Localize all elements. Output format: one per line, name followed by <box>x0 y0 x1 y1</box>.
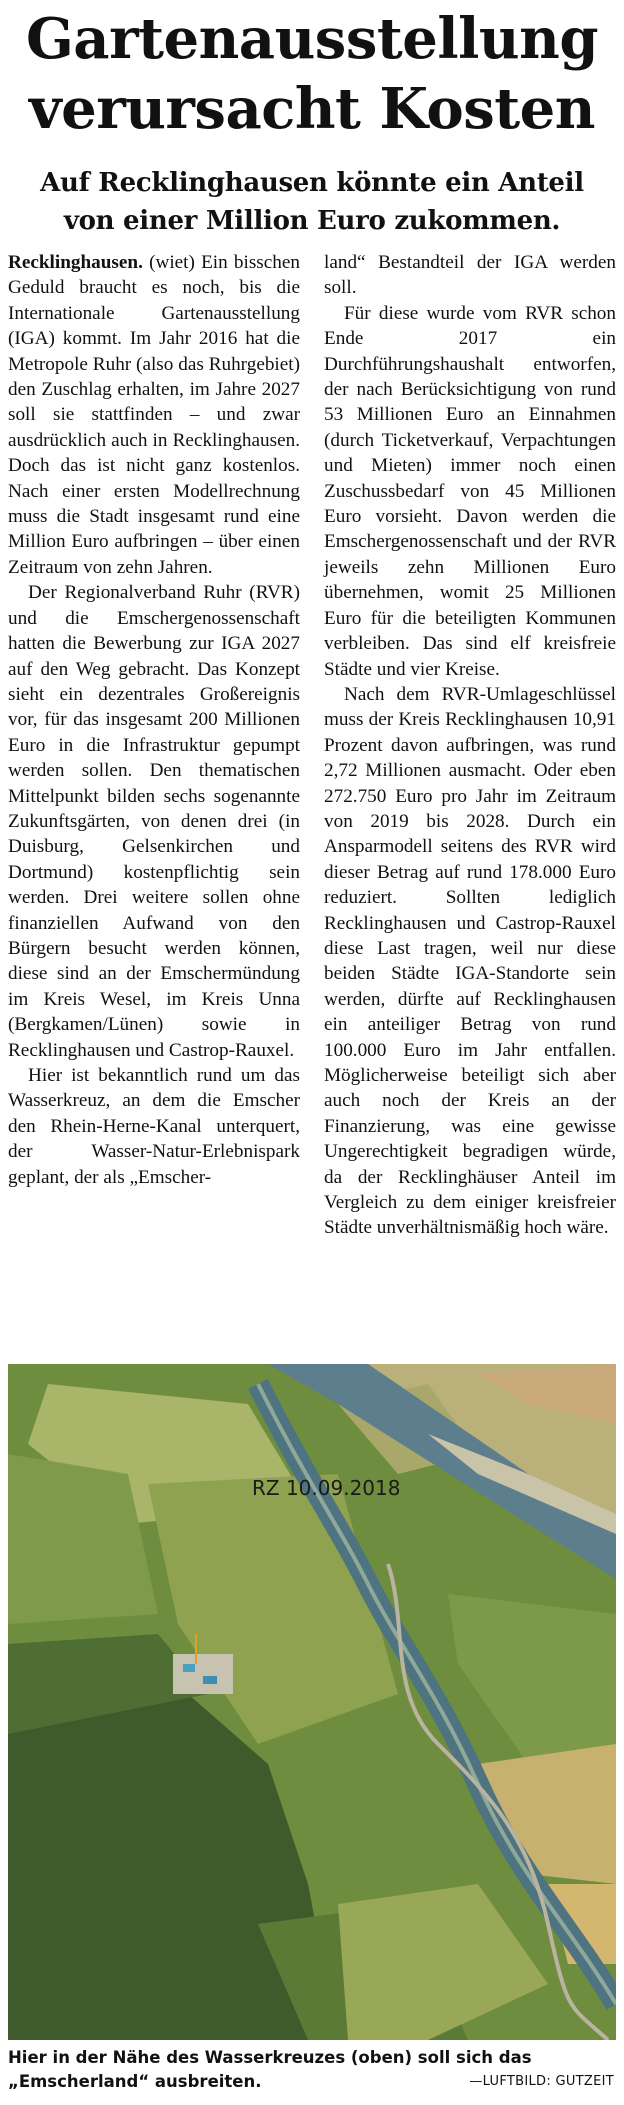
article-paragraph: Für diese wurde vom RVR schon Ende 2017 ein Durchführungshaushalt entworfen, der nach Berücksichtigung von rund 53 Millionen Euro an Einnahmen (durch Ticketverkauf, Verpachtungen und Mieten) immer noch einen Zuschussbedarf von 45 Millionen Euro vorsieht. Davon werden die Emschergenossenschaft und der RVR jeweils zehn Millionen Euro übernehmen, womit 25 Millionen Euro für die beteiligten Kommunen verbleiben. Das sind elf kreisfreie Städte und vier Kreise. <box>324 302 616 680</box>
subheadline-line-2: von einer Million Euro zukommen. <box>63 206 561 236</box>
headline-line-1: Gartenausstellung <box>25 6 598 72</box>
article-body <box>8 250 616 1290</box>
article-paragraph: land“ Bestandteil der IGA werden soll. <box>324 252 616 299</box>
article-column-1 <box>8 250 300 1290</box>
aerial-landscape-illustration <box>8 1364 616 2040</box>
caption-line-2: „Emscherland“ ausbreiten. <box>8 2072 262 2091</box>
paragraph-text: (wiet) Ein bisschen Geduld braucht es noch, bis die Internationale Gartenausstellung (IGA) kommt. Im Jahr 2016 hat die Metropole Ruhr (also das Ruhrgebiet) den Zuschlag erhalten, im Jahre 2027 soll sie stattfinden – und zwar ausdrücklich auch in Recklinghausen. Doch das ist nicht ganz kostenlos. Nach einer ersten Modellrechnung muss die Stadt insgesamt rund eine Million Euro aufbringen – über einen Zeitraum von zehn Jahren. <box>8 252 300 578</box>
date-stamp: RZ 10.09.2018 <box>252 1476 401 1500</box>
caption-line-1: Hier in der Nähe des Wasserkreuzes (oben) soll sich das <box>8 2048 532 2067</box>
subheadline <box>8 164 616 240</box>
article-paragraph: Hier ist bekanntlich rund um das Wasserkreuz, an dem die Emscher den Rhein-Herne-Kanal unterquert, der Wasser-Natur-Erlebnispark geplant, der als „Emscher- <box>8 1065 300 1188</box>
headline-line-2: verursacht Kosten <box>29 76 595 142</box>
article-column-2 <box>324 250 616 1290</box>
article-paragraph <box>8 250 300 580</box>
subheadline-line-1: Auf Recklinghausen könnte ein Anteil <box>40 168 584 198</box>
headline <box>8 4 616 144</box>
photo-credit: —LUFTBILD: GUTZEIT <box>469 2074 614 2089</box>
article-paragraph: Nach dem RVR-Umlageschlüssel muss der Kreis Recklinghausen 10,91 Prozent davon aufbringen, was rund 2,72 Millionen ausmacht. Oder eben 272.750 Euro pro Jahr im Zeitraum von 2019 bis 2028. Durch ein Ansparmodell seitens des RVR wird dieser Betrag auf rund 178.000 Euro reduziert. Sollten lediglich Recklinghausen und Castrop-Rauxel diese Last tragen, weil nur diese beiden Städte IGA-Standorte sein werden, dürfte auf Recklinghausen ein anteiliger Betrag von rund 100.000 Euro im Jahr entfallen. Möglicherweise beteiligt sich aber auch noch der Kreis an der Finanzierung, was eine gewisse Ungerechtigkeit begradigen würde, da der Recklinghäuser Anteil im Vergleich zu dem einiger kreisfreier Städte unverhältnismäßig hoch wäre. <box>324 683 616 1239</box>
aerial-photo <box>8 1364 616 2040</box>
article-paragraph: Der Regionalverband Ruhr (RVR) und die Emschergenossenschaft hatten die Bewerbung zur IGA 2027 auf den Weg gebracht. Das Konzept sieht ein dezentrales Großereignis vor, für das insgesamt 200 Millionen Euro in die Infrastruktur gepumpt werden sollen. Den thematischen Mittelpunkt bilden sechs sogenannte Zukunftsgärten, von denen drei (in Duisburg, Gelsenkirchen und Dortmund) kostenpflichtig sein werden. Drei weitere sollen ohne finanziellen Aufwand von den Bürgern besucht werden können, diese sind an der Emschermündung im Kreis Wesel, im Kreis Unna (Bergkamen/Lünen) sowie in Recklinghausen und Castrop-Rauxel. <box>8 582 300 1061</box>
dateline: Recklinghausen. <box>8 252 143 273</box>
